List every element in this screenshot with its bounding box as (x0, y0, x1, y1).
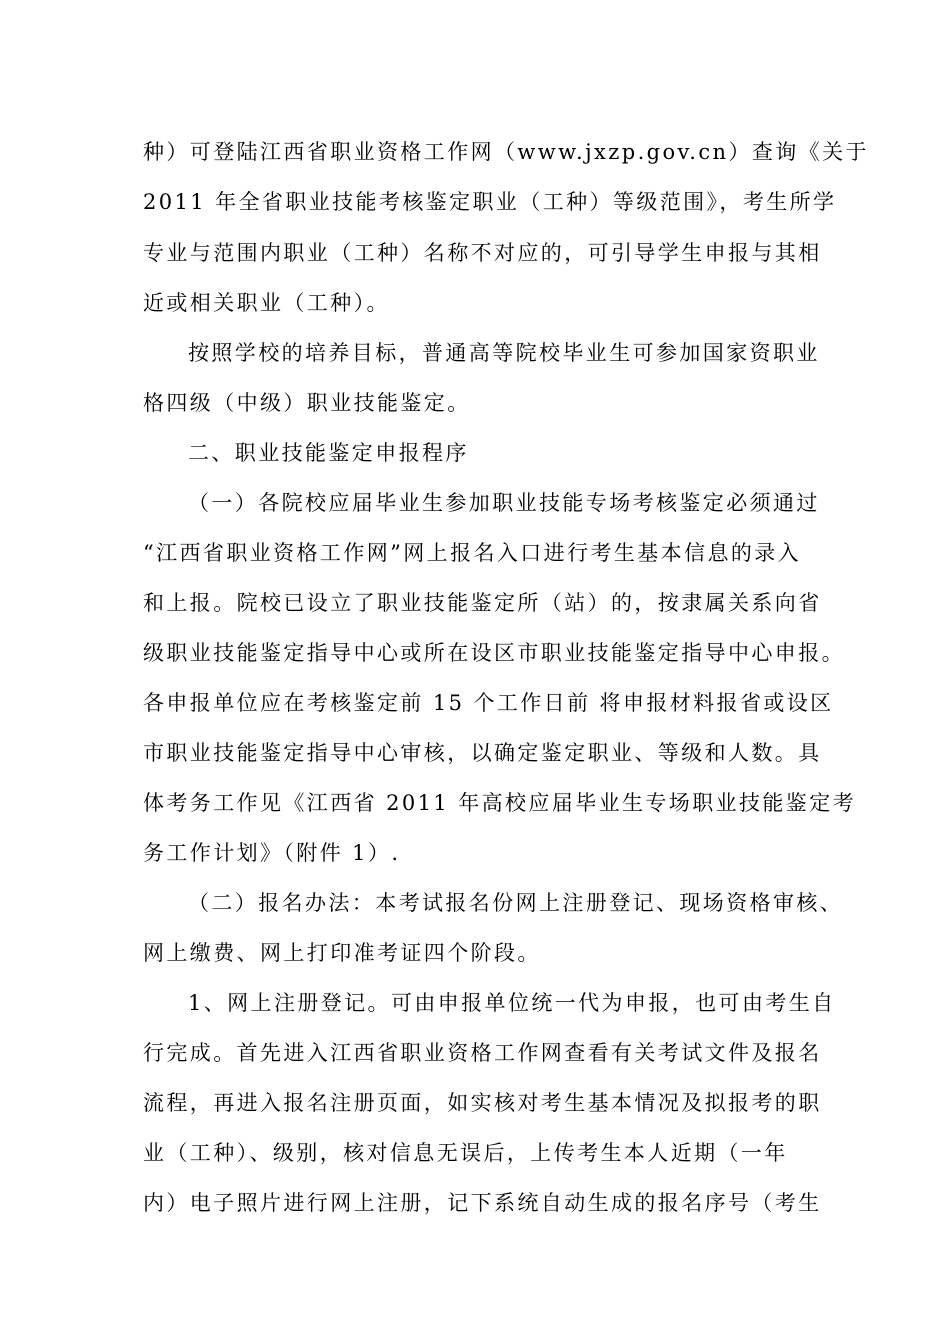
text-line: 流程，再进入报名注册页面，如实核对考生基本情况及拟报考的职 (143, 1091, 822, 1115)
text-line: “江西省职业资格工作网”网上报名入口进行考生基本信息的录入 (143, 541, 802, 565)
text-line: 2011 年全省职业技能考核鉴定职业（工种）等级范围》，考生所学 (143, 190, 837, 214)
paragraph-first-line: （二）报名办法：本考试报名份网上注册登记、现场资格审核、 (188, 891, 844, 915)
text-line: 专业与范围内职业（工种）名称不对应的，可引导学生申报与其相 (143, 241, 822, 265)
section-heading: 二、职业技能鉴定申报程序 (188, 441, 469, 465)
text-line: 种）可登陆江西省职业资格工作网（www.jxzp.gov.cn）查询《关于 (143, 140, 869, 164)
text-line: 格四级（中级）职业技能鉴定。 (143, 391, 471, 415)
text-line: 各申报单位应在考核鉴定前 15 个工作日前 将申报材料报省或设区 (143, 691, 834, 715)
text-line: 内）电子照片进行网上注册，记下系统自动生成的报名序号（考生 (143, 1191, 822, 1215)
text-line: 和上报。院校已设立了职业技能鉴定所（站）的，按隶属关系向省 (143, 591, 822, 615)
text-line: 网上缴费、网上打印准考证四个阶段。 (143, 941, 541, 965)
text-line: 行完成。首先进入江西省职业资格工作网查看有关考试文件及报名 (143, 1041, 822, 1065)
text-line: 级职业技能鉴定指导中心或所在设区市职业技能鉴定指导中心申报。 (143, 641, 845, 665)
paragraph-first-line: （一）各院校应届毕业生参加职业技能专场考核鉴定必须通过 (188, 491, 820, 515)
text-line: 市职业技能鉴定指导中心审核，以确定鉴定职业、等级和人数。具 (143, 741, 822, 765)
text-line: 体考务工作见《江西省 2011 年高校应届毕业生专场职业技能鉴定考 (143, 791, 856, 815)
text-line: 务工作计划》（附件 1）. (143, 841, 401, 865)
text-line: 业（工种）、级别，核对信息无误后，上传考生本人近期（一年 (143, 1141, 788, 1165)
paragraph-first-line: 1、网上注册登记。可由申报单位统一代为申报，也可由考生自 (188, 991, 836, 1015)
text-line: 近或相关职业（工种）。 (143, 291, 390, 315)
paragraph-first-line: 按照学校的培养目标，普通高等院校毕业生可参加国家资职业 (188, 341, 820, 365)
